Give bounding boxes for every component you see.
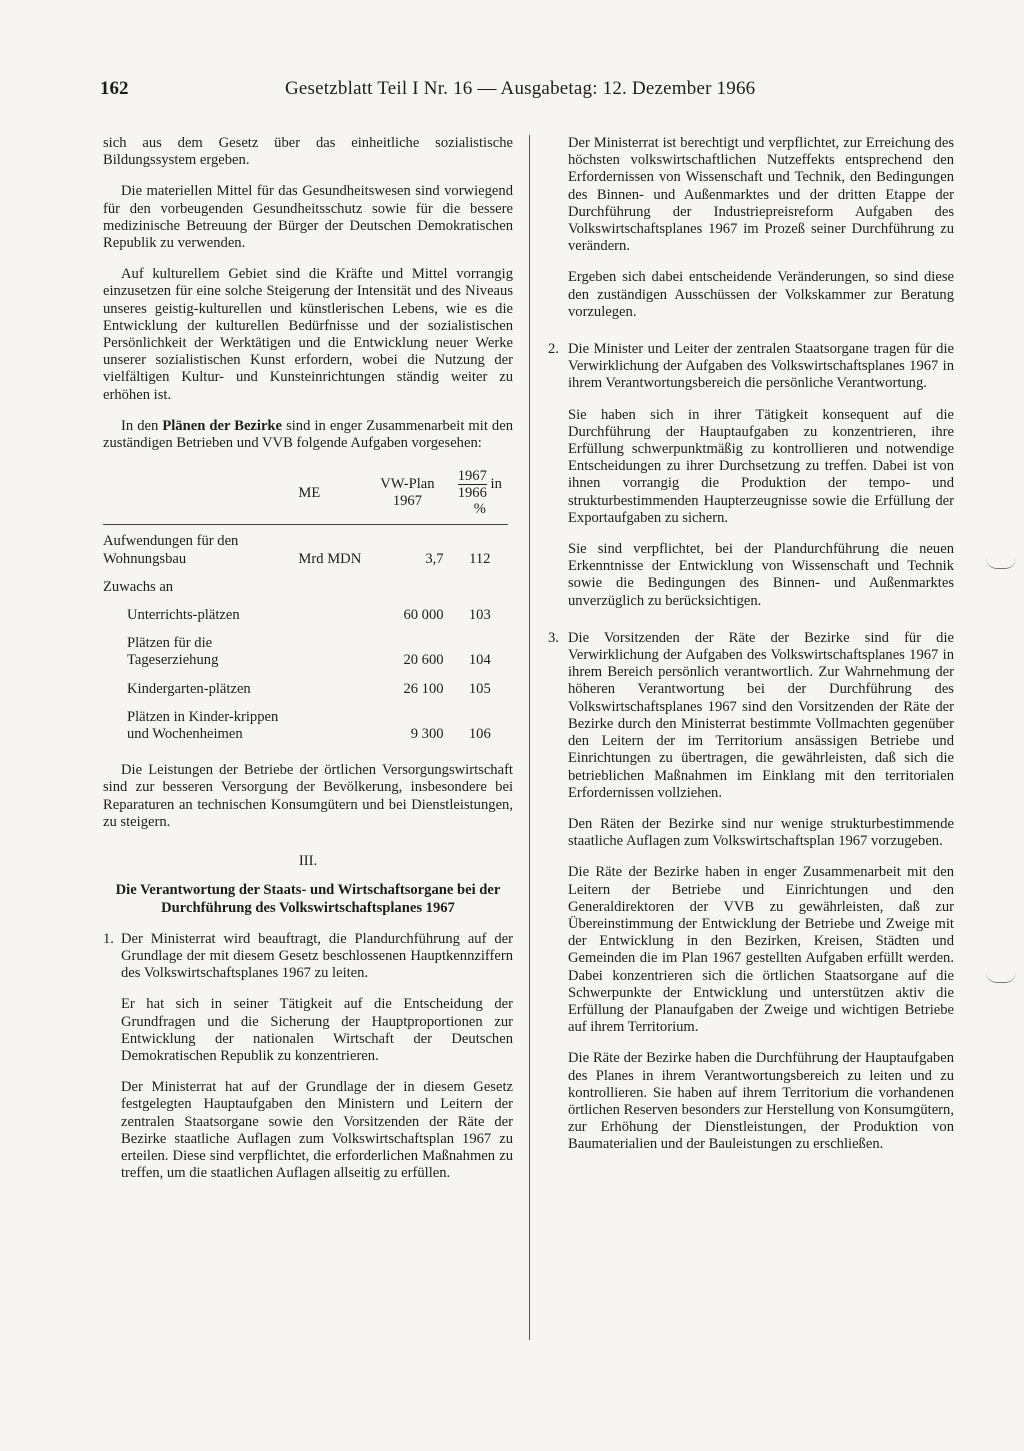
row-me	[298, 675, 371, 703]
paragraph: Die Minister und Leiter der zentralen Staatsorgane tragen für die Verwirklichung der Aufgaben des Volkswirtschaftsplanes 1967 in ihrem Verantwortungsbereich die persönliche Verantwortung.	[568, 341, 954, 392]
left-column	[103, 135, 513, 1196]
margin-mark	[986, 558, 1016, 569]
paragraph: Den Räten der Bezirke sind nur wenige strukturbestimmende staatliche Auflagen zum Volkswirtschaftsplan 1967 vorzugeben.	[568, 815, 954, 850]
header-plan	[371, 466, 451, 525]
page-header	[100, 78, 770, 108]
table-row	[103, 675, 508, 703]
table-row	[103, 703, 508, 748]
paragraph: Der Ministerrat wird beauftragt, die Plandurchführung auf der Grundlage der mit diesem Gesetz beschlossenen Hauptkennziffern des Volkswirtschaftsplanes 1967 zu leiten.	[121, 930, 513, 982]
numbered-item	[548, 629, 954, 1154]
table-row	[103, 525, 508, 573]
paragraph-text: In den	[121, 417, 163, 434]
paragraph: Sie sind verpflichtet, bei der Plandurchführung die neuen Erkenntnisse der Entwicklung von Wissenschaft und Technik sowie die Bedingungen des Binnen- und Außenmarktes unverzüglich zu berücksichtigen.	[568, 541, 954, 609]
paragraph	[103, 418, 513, 452]
row-me	[298, 601, 371, 629]
table-row	[103, 573, 508, 601]
plan-table	[103, 466, 508, 748]
row-label: Plätzen für die Tageserziehung	[127, 635, 219, 669]
fraction-bottom: 1966	[457, 485, 487, 502]
header-plan-line1: VW-Plan	[380, 476, 435, 493]
paragraph: Ergeben sich dabei entscheidende Veränderungen, so sind diese den zuständigen Ausschüssen der Volkskammer zur Beratung vorzulegen.	[568, 269, 954, 320]
table-row	[103, 629, 508, 674]
header-me: ME	[298, 466, 371, 525]
item-number: 3.	[548, 629, 559, 646]
header-title: Gesetzblatt Teil I Nr. 16 — Ausgabetag: 12. Dezember 1966	[285, 78, 756, 99]
row-me	[298, 703, 371, 748]
column-divider	[529, 135, 530, 1340]
page-number: 162	[100, 78, 129, 99]
right-column	[548, 135, 954, 1168]
row-label: Kindergarten-plätzen	[127, 680, 251, 697]
section-number: III.	[298, 853, 318, 870]
row-label: Aufwendungen für den Wohnungsbau	[103, 533, 239, 567]
item-number: 2.	[548, 341, 559, 358]
paragraph: Der Ministerrat hat auf der Grundlage der in diesem Gesetz festgelegten Hauptaufgaben den Ministern und Leitern der zentralen Staatsorgane sowie den Vorsitzenden der Räte der Bezirke staatliche Auflagen zum Volkswirtschaftsplan 1967 zu erteilen. Diese sind verpflichtet, die erforderlichen Maßnahmen zu treffen, um die staatlichen Auflagen allseitig zu erfüllen.	[121, 1079, 513, 1182]
table-row	[103, 601, 508, 629]
table-header-row	[103, 466, 508, 525]
numbered-item	[103, 931, 513, 1183]
row-label: Unterrichts-plätzen	[127, 607, 240, 624]
row-label: Plätzen in Kinder-krippen und Wochenheimen	[127, 708, 279, 743]
paragraph: Auf kulturellem Gebiet sind die Kräfte und Mittel vorrangig einzusetzen für eine solche Steigerung der Intensität und des Niveaus unseres geistig-kulturellen und künstlerischen Lebens, wie es die Entwicklung der kulturellen Bedürfnisse und der sozialistischen Persönlichkeit der Werktätigen und die Entwicklung neuer Werke unserer sozialistischen Kunst erfordern, wobei die Nutzung der vielfältigen Kultur- und Kunsteinrichtungen ständig weiter zu erhöhen ist.	[103, 266, 513, 403]
row-percent: 106	[468, 726, 491, 743]
fraction-top: 1967	[457, 468, 487, 485]
row-me: Mrd MDN	[298, 550, 362, 567]
row-value: 60 000	[403, 607, 444, 624]
paragraph: Die Vorsitzenden der Räte der Bezirke sind für die Verwirklichung der Aufgaben des Volkswirtschaftsplanes 1967 in ihrem Bereich persönlich verantwortlich. Zur Wahrnehmung der höheren Verantwortung bei der Durchführung des Volkswirtschaftsplanes 1967 sind den Vorsitzenden der Räte der Bezirke durch den Ministerrat bestimmte Vollmachten gegenüber den Leitern der im Territorium ansässigen Betriebe und Einrichtungen zu übertragen, die gewährleisten, daß sich die betrieblichen Maßnahmen im Einklang mit den territorialen Erfordernissen vollziehen.	[568, 629, 954, 801]
row-percent: 105	[468, 680, 491, 697]
fraction	[458, 468, 487, 501]
row-me	[298, 629, 371, 674]
header-plan-line2: 1967	[392, 493, 423, 510]
paragraph: Der Ministerrat ist berechtigt und verpflichtet, zur Erreichung des höchsten volkswirtschaftlichen Nutzeffekts entsprechend den Erfordernissen von Wissenschaft und Technik, den Bedingungen des Binnen- und Außenmarktes und der dritten Etappe der Durchführung der Industriepreisreform Aufgaben des Volkswirtschaftsplanes 1967 im Prozeß seiner Durchführung zu verändern.	[568, 135, 954, 255]
row-value: 20 600	[403, 652, 444, 669]
section-title: Die Verantwortung der Staats- und Wirtschaftsorgane bei der Durchführung des Volkswirtschaftsplanes 1967	[115, 882, 501, 916]
row-value: 9 300	[410, 726, 444, 743]
row-percent: 104	[468, 652, 491, 669]
paragraph: Die Räte der Bezirke haben die Durchführung der Hauptaufgaben des Planes in ihrem Verantwortungsbereich zu leiten und zu kontrollieren. Sie haben auf ihrem Territorium die vorhandenen örtlichen Reserven besonders zur Herstellung von Konsumgütern, zur Erhöhung der Dienstleistungen, der Produktion von Baumaterialien und der Bauleistungen zu erschließen.	[568, 1050, 954, 1153]
row-value: 26 100	[403, 680, 444, 697]
paragraph-text: sind in enger Zusammenarbeit mit den zuständigen Betrieben und VVB folgende Aufgaben vorgesehen:	[103, 417, 513, 452]
row-value: 3,7	[425, 550, 444, 567]
emphasis-text: Plänen der Bezirke	[162, 417, 283, 434]
paragraph: sich aus dem Gesetz über das einheitliche sozialistische Bildungssystem ergeben.	[103, 135, 513, 169]
header-percent	[452, 466, 508, 525]
row-percent: 112	[469, 550, 491, 567]
paragraph: Sie haben sich in ihrer Tätigkeit konsequent auf die Durchführung der Hauptaufgaben zu konzentrieren, ihre Erfüllung schwerpunktmäßig zu kontrollieren und notwendige Entscheidungen zu ihrer Durchsetzung zu treffen. Dabei ist von ihnen vorrangig die Produktion der tempo- und strukturbestimmenden Haupterzeugnisse sowie die Erfüllung der Exportaufgaben zu sichern.	[568, 406, 954, 526]
margin-mark	[986, 972, 1016, 983]
paragraph: Er hat sich in seiner Tätigkeit auf die Entscheidung der Grundfragen und die Sicherung der Hauptproportionen zur Entwicklung der nationalen Wirtschaft der Deutschen Demokratischen Republik zu konzentrieren.	[121, 996, 513, 1064]
group-label: Zuwachs an	[103, 578, 174, 595]
row-percent: 103	[468, 607, 491, 624]
paragraph: Die materiellen Mittel für das Gesundheitswesen sind vorwiegend für den vorbeugenden Gesundheitsschutz sowie für die bessere medizinische Betreuung der Bürger der Deutschen Demokratischen Republik zu verwenden.	[103, 183, 513, 252]
numbered-item	[548, 341, 954, 610]
item-number: 1.	[103, 930, 114, 947]
percent-label: in %	[473, 476, 502, 518]
paragraph: Die Räte der Bezirke haben in enger Zusammenarbeit mit den Leitern der Betriebe und Einrichtungen und den Generaldirektoren der VVB zu gewährleisten, daß zur Übereinstimmung der Entwicklung der Betriebe und Zweige mit der Entwicklung in den Bezirken, Kreisen, Städten und Gemeinden die im Plan 1967 gestellten Aufgaben erfüllt werden. Dabei konzentrieren sich die örtlichen Staatsorgane auf die Schwerpunkte der Entwicklung und unterstützen aktiv die Erfüllung der Planaufgaben der Zweige und wichtigen Betriebe auf ihrem Territorium.	[568, 864, 954, 1036]
header-cell-empty	[103, 466, 298, 525]
paragraph: Die Leistungen der Betriebe der örtlichen Versorgungswirtschaft sind zur besseren Versorgung der Bevölkerung, insbesondere bei Reparaturen an technischen Konsumgütern und bei Dienstleistungen, zu steigern.	[103, 762, 513, 830]
